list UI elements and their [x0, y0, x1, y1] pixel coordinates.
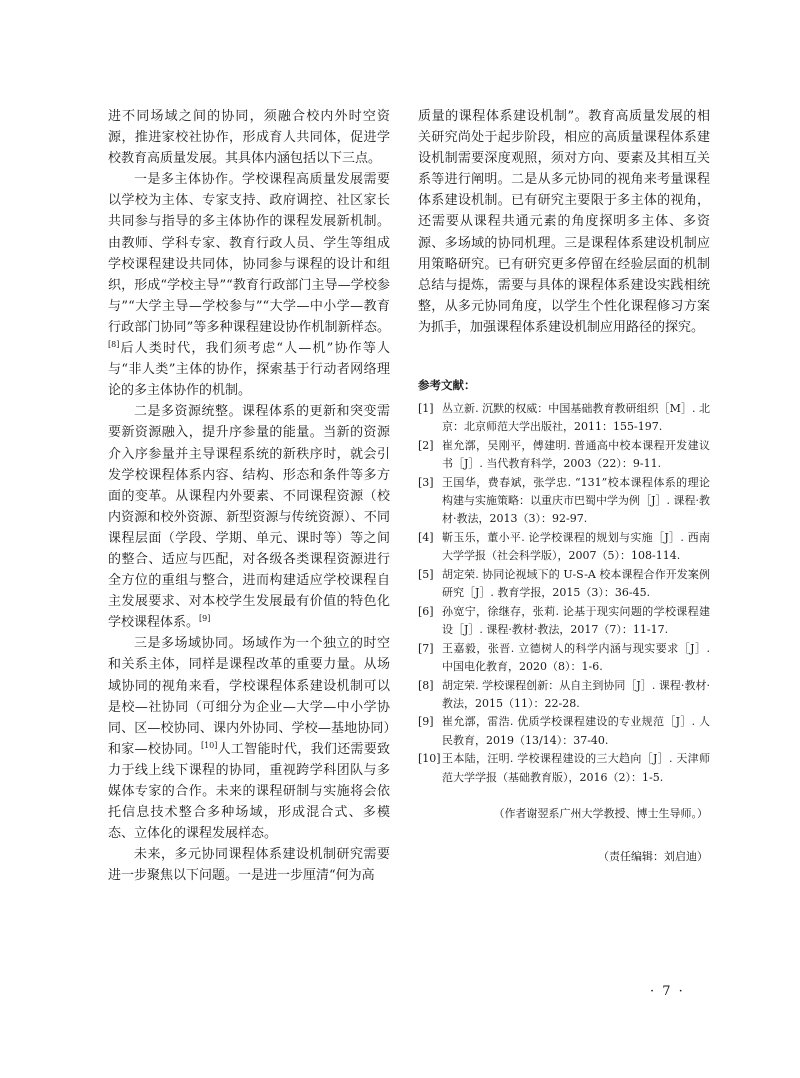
citation-mark: [8]: [108, 340, 120, 350]
paragraph: 三是多场域协同。场域作为一个独立的时空和关系主体，同样是课程改革的重要力量。从场域协同的视角来看，学校课程体系建设机制可以是校—社协同（可细分为企业—大学—中小学协同、区—校协同、课内外协同、学校—基地协同）和家—校协同。[10]人工智能时代，我们还需要致力于线上线下课程的协同，重视跨学科团队与多媒体专家的合作。未来的课程研制与实施将会依托信息技术整合多种场域，形成混合式、多模态、立体化的课程发展样态。: [108, 636, 390, 842]
author-note: （作者谢翌系广州大学教授、博士生导师。）: [493, 807, 708, 820]
citation-mark: [10]: [200, 740, 218, 750]
references-heading: 参考文献：: [418, 378, 476, 392]
paragraph: 一是多主体协作。学校课程高质量发展需要以学校为主体、专家支持、政府调控、社区家长共同参与指导的多主体协作的课程发展新机制。由教师、学科专家、教育行政人员、学生等组成学校课程建设共同体，协同参与课程的设计和组织，形成“学校主导”“教育行政部门主导—学校参与”“大学主导—学校参与”“大学—中小学—教育行政部门协同”等多种课程建设协作机制新样态。[8]后人类时代，我们须考虑“人—机”协作等人与“非人类”主体的协作，探索基于行动者网络理论的多主体协作的机制。: [108, 172, 390, 399]
paragraph: 二是多资源统整。课程体系的更新和突变需要新资源融入，提升序参量的能量。当新的资源介入序参量并主导课程系统的新秩序时，就会引发学校课程体系内容、结构、形态和条件等多方面的变革。从课程内外要素、不同课程资源（校内资源和校外资源、新型资源与传统资源）、不同课程层面（学段、学期、单元、课时等）等之间的整合、适应与匹配，对各级各类课程资源进行全方位的重组与整合，进而构建适应学校课程自主发展要求、对本校学生发展最有价值的特色化学校课程体系。[9]: [108, 404, 390, 631]
right-column: [418, 106, 710, 338]
reference-item: [7] 王嘉毅，张晋. 立德树人的科学内涵与现实要求［J］. 中国电化教育，2020（8）：1-6.: [418, 641, 710, 673]
paragraph: 进不同场域之间的协同，须融合校内外时空资源，推进家校社协作，形成育人共同体，促进学校教育高质量发展。其具体内涵包括以下三点。: [108, 109, 390, 167]
reference-item: [5] 胡定荣. 协同论视域下的 U-S-A 校本课程合作开发案例研究［J］. 教育学报，2015（3）：36-45.: [418, 567, 710, 600]
citation-mark: [9]: [199, 614, 211, 624]
reference-item: [9] 崔允漷，雷浩. 优质学校课程建设的专业规范［J］. 人民教育，2019（13/14）：37-40.: [418, 715, 710, 747]
reference-list: [418, 400, 710, 787]
page-number: · 7 ·: [650, 984, 685, 999]
reference-item: [8] 胡定荣. 学校课程创新：从自主到协同［J］. 课程·教材·教法，2015（11）：22-28.: [418, 678, 710, 710]
reference-item: [4] 靳玉乐，董小平. 论学校课程的规划与实施［J］. 西南大学学报（社会科学版），2007（5）：108-114.: [418, 530, 710, 563]
paragraph: 质量的课程体系建设机制”。教育高质量发展的相关研究尚处于起步阶段，相应的高质量课程体系建设机制需要深度观照，须对方向、要素及其相互关系等进行阐明。二是从多元协同的视角来考量课程体系建设机制。已有研究主要限于多主体的视角，还需要从课程共通元素的角度探明多主体、多资源、多场域的协同机理。三是课程体系建设机制应用策略研究。已有研究更多停留在经验层面的机制总结与提炼，需要与具体的课程体系建设实践相统整，从多元协同角度，以学生个性化课程修习方案为抓手，加强课程体系建设机制应用路径的探究。: [418, 109, 710, 335]
reference-item: [1] 丛立新. 沉默的权威：中国基础教育教研组织［M］. 北京：北京师范大学出版社，2011：155-197.: [418, 402, 710, 434]
reference-item: [10] 王本陆，汪明. 学校课程建设的三大趋向［J］. 天津师范大学学报（基础教育版），2016（2）：1-5.: [418, 752, 710, 784]
reference-item: [3] 王国华，费春斌，张学忠. “131”校本课程体系的理论构建与实施策略：以重庆市巴蜀中学为例［J］. 课程·教材·教法，2013（3）：92-97.: [418, 475, 710, 526]
left-column: [108, 106, 390, 886]
reference-item: [2] 崔允漷，吴刚平，傅建明. 普通高中校本课程开发建议书［J］. 当代教育科学，2003（22）：9-11.: [418, 438, 710, 471]
paragraph: 未来，多元协同课程体系建设机制研究需要进一步聚焦以下问题。一是进一步厘清“何为高: [108, 847, 390, 884]
reference-item: [6] 孙宽宁，徐继存，张莉. 论基于现实问题的学校课程建设［J］. 课程·教材·教法，2017（7）：11-17.: [418, 604, 710, 636]
editor-note: （责任编辑：刘启迪）: [598, 850, 708, 863]
